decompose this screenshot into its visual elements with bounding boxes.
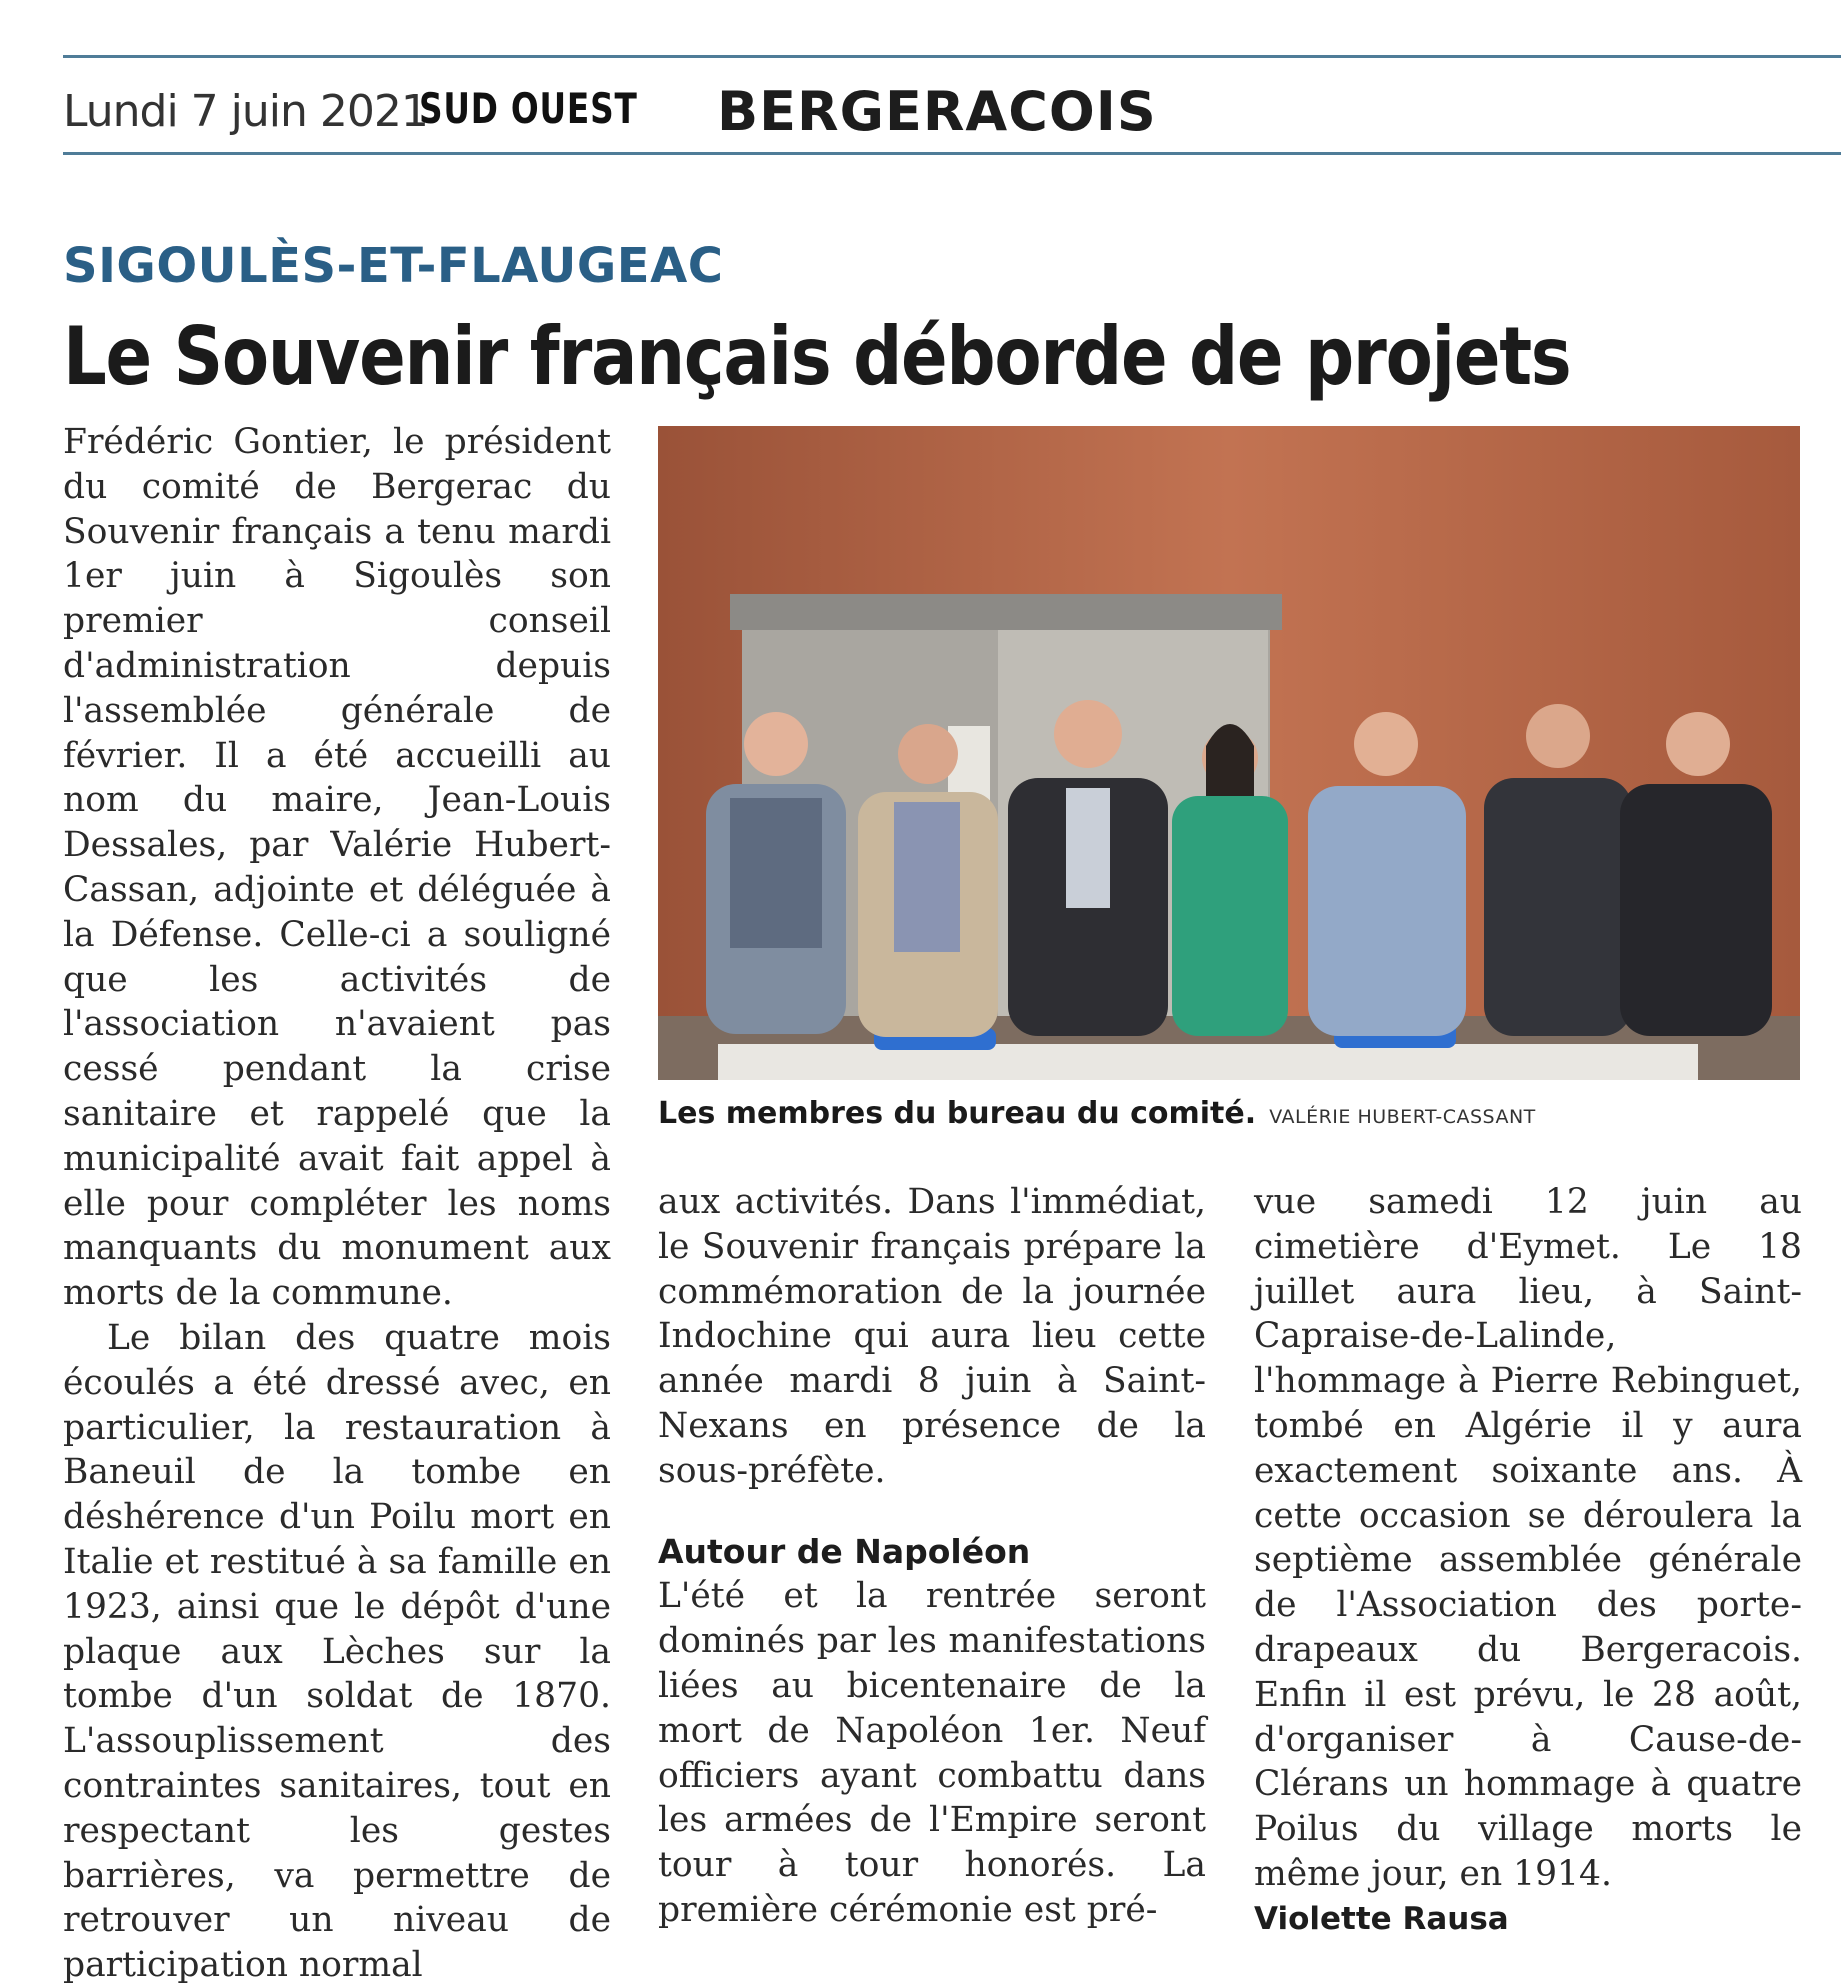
section-title: BERGERACOIS — [717, 80, 1157, 143]
paragraph: aux activités. Dans l'immédiat, le Souvenir français prépare la commémoration de la journée Indochine qui aura lieu cette année mardi 8 juin à Saint-Nexans en présence de la sous-préfète. — [658, 1182, 1206, 1491]
article-photo — [658, 426, 1800, 1080]
author-byline: Violette Rausa — [1254, 1900, 1509, 1937]
article-column-3 — [1254, 1180, 1802, 1942]
article-headline: Le Souvenir français déborde de projets — [63, 310, 1571, 403]
edition-date: Lundi 7 juin 2021 — [63, 86, 428, 137]
paragraph: vue samedi 12 juin au cimetière d'Eymet. Le 18 juillet aura lieu, à Saint-Capraise-de-Lalinde, l'hommage à Pierre Rebinguet, tombé en Algérie il y aura exactement soixante ans. À cette occasion se déroulera la septième assemblée générale de l'Association des porte-drapeaux du Bergeracois. Enfin il est prévu, le 28 août, d'organiser à Cause-de-Clérans un hommage à quatre Poilus du village morts le même jour, en 1914. — [1254, 1182, 1802, 1894]
article-column-2 — [658, 1180, 1206, 1933]
newspaper-logo: SUD OUEST — [419, 84, 638, 133]
paragraph: Frédéric Gontier, le président du comité de Bergerac du Souvenir français a tenu mardi 1er juin à Sigoulès son premier conseil d'administration depuis l'assemblée générale de février. Il a été accueilli au nom du maire, Jean-Louis Dessales, par Valérie Hubert-Cassan, adjointe et déléguée à la Défense. Celle-ci a souligné que les activités de l'association n'avaient pas cessé pendant la crise sanitaire et rappelé que la municipalité avait fait appel à elle pour compléter les noms manquants du monument aux morts de la commune. — [63, 422, 611, 1314]
article-column-1 — [63, 420, 611, 1988]
paragraph: L'été et la rentrée seront dominés par les manifestations liées au bicentenaire de la mort de Napoléon 1er. Neuf officiers ayant combattu dans les armées de l'Empire seront tour à tour honorés. La première cérémonie est pré- — [658, 1576, 1206, 1930]
photo-caption — [658, 1096, 1536, 1131]
article-subheading: Autour de Napoléon — [658, 1531, 1031, 1571]
header-bottom-rule — [63, 152, 1841, 155]
paragraph: Le bilan des quatre mois écoulés a été dressé avec, en particulier, la restauration à Baneuil de la tombe en déshérence d'un Poilu mort en Italie et restitué à sa famille en 1923, ainsi que le dépôt d'une plaque aux Lèches sur la tombe d'un soldat de 1870. L'assouplissement des contraintes sanitaires, tout en respectant les gestes barrières, va permettre de retrouver un niveau de participation normal — [63, 1317, 611, 1986]
caption-text: Les membres du bureau du comité. — [658, 1096, 1257, 1131]
header-top-rule — [63, 55, 1841, 58]
group-photo-illustration — [658, 426, 1800, 1080]
article-kicker: SIGOULÈS-ET-FLAUGEAC — [63, 238, 724, 294]
photo-credit: VALÉRIE HUBERT-CASSANT — [1269, 1106, 1536, 1128]
